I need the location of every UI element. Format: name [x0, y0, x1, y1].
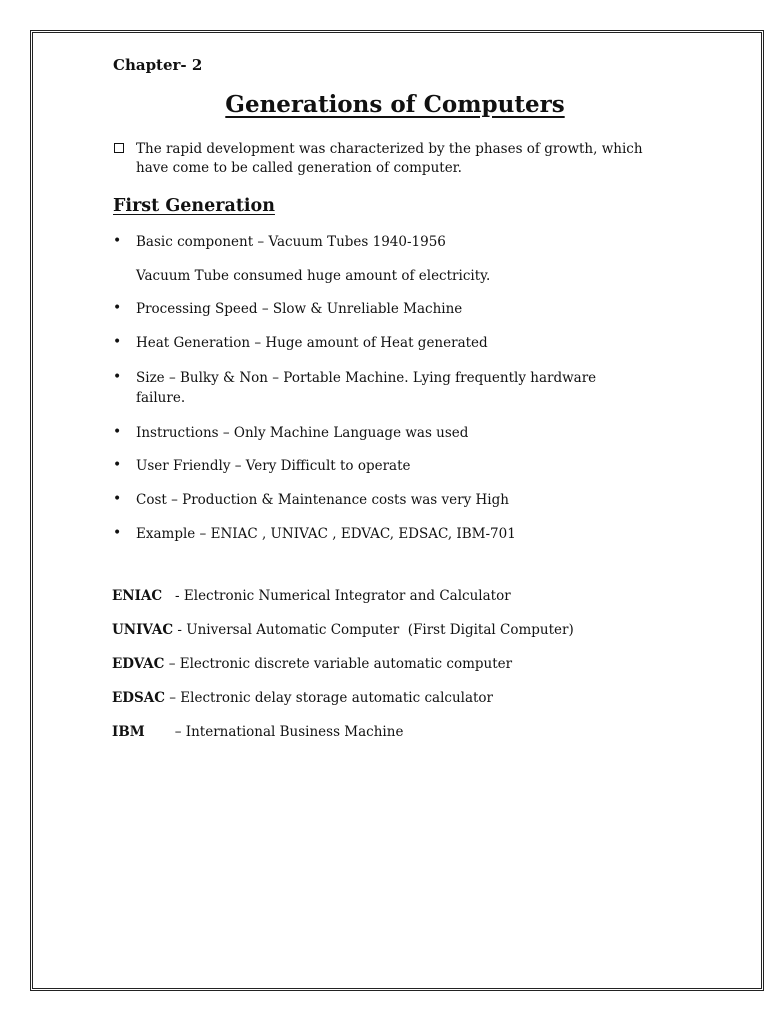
abbreviation-term: EDVAC: [112, 656, 165, 672]
abbreviation-row: [112, 723, 403, 742]
bullet-icon: •: [113, 300, 122, 316]
intro-line-2: have come to be called generation of computer.: [136, 160, 462, 176]
list-item: Size – Bulky & Non – Portable Machine. Lying frequently hardware: [136, 370, 597, 386]
abbreviation-row: [112, 655, 512, 674]
list-item-note: Vacuum Tube consumed huge amount of electricity.: [136, 268, 491, 284]
abbreviation-row: [112, 587, 511, 606]
abbreviation-term: EDSAC: [112, 690, 165, 706]
intro-line-1: The rapid development was characterized by the phases of growth, which: [136, 141, 643, 157]
list-item: Basic component – Vacuum Tubes 1940-1956: [136, 234, 446, 250]
list-item: Cost – Production & Maintenance costs was very High: [136, 492, 509, 508]
abbreviation-term: ENIAC: [112, 588, 163, 604]
abbreviation-term: UNIVAC: [112, 622, 174, 638]
abbreviation-row: [112, 621, 574, 640]
abbreviation-term: IBM: [112, 724, 145, 740]
abbreviation-row: [112, 689, 493, 708]
bullet-icon: •: [113, 525, 122, 541]
chapter-label: Chapter- 2: [113, 56, 203, 74]
page-title: Generations of Computers: [225, 91, 565, 118]
abbreviation-desc: - Universal Automatic Computer (First Digital Computer): [173, 622, 574, 638]
abbreviation-desc: – Electronic delay storage automatic calculator: [164, 690, 494, 706]
bullet-icon: •: [113, 491, 122, 507]
list-item: Processing Speed – Slow & Unreliable Machine: [136, 301, 463, 317]
bullet-icon: •: [113, 369, 122, 385]
bullet-icon: •: [113, 424, 122, 440]
list-item: Instructions – Only Machine Language was used: [136, 425, 469, 441]
abbreviation-desc: - Electronic Numerical Integrator and Calculator: [162, 588, 511, 604]
list-item: Heat Generation – Huge amount of Heat generated: [136, 335, 488, 351]
abbreviation-desc: – International Business Machine: [144, 724, 404, 740]
list-item: User Friendly – Very Difficult to operate: [136, 458, 411, 474]
abbreviation-desc: – Electronic discrete variable automatic computer: [164, 656, 513, 672]
bullet-icon: •: [113, 334, 122, 350]
list-item: Example – ENIAC , UNIVAC , EDVAC, EDSAC, IBM-701: [136, 526, 516, 542]
checkbox-bullet-icon: [114, 143, 124, 153]
section-title: First Generation: [113, 196, 275, 216]
list-item-continuation: failure.: [136, 390, 186, 406]
intro-paragraph: [136, 140, 643, 178]
bullet-icon: •: [113, 457, 122, 473]
bullet-icon: •: [113, 233, 122, 249]
